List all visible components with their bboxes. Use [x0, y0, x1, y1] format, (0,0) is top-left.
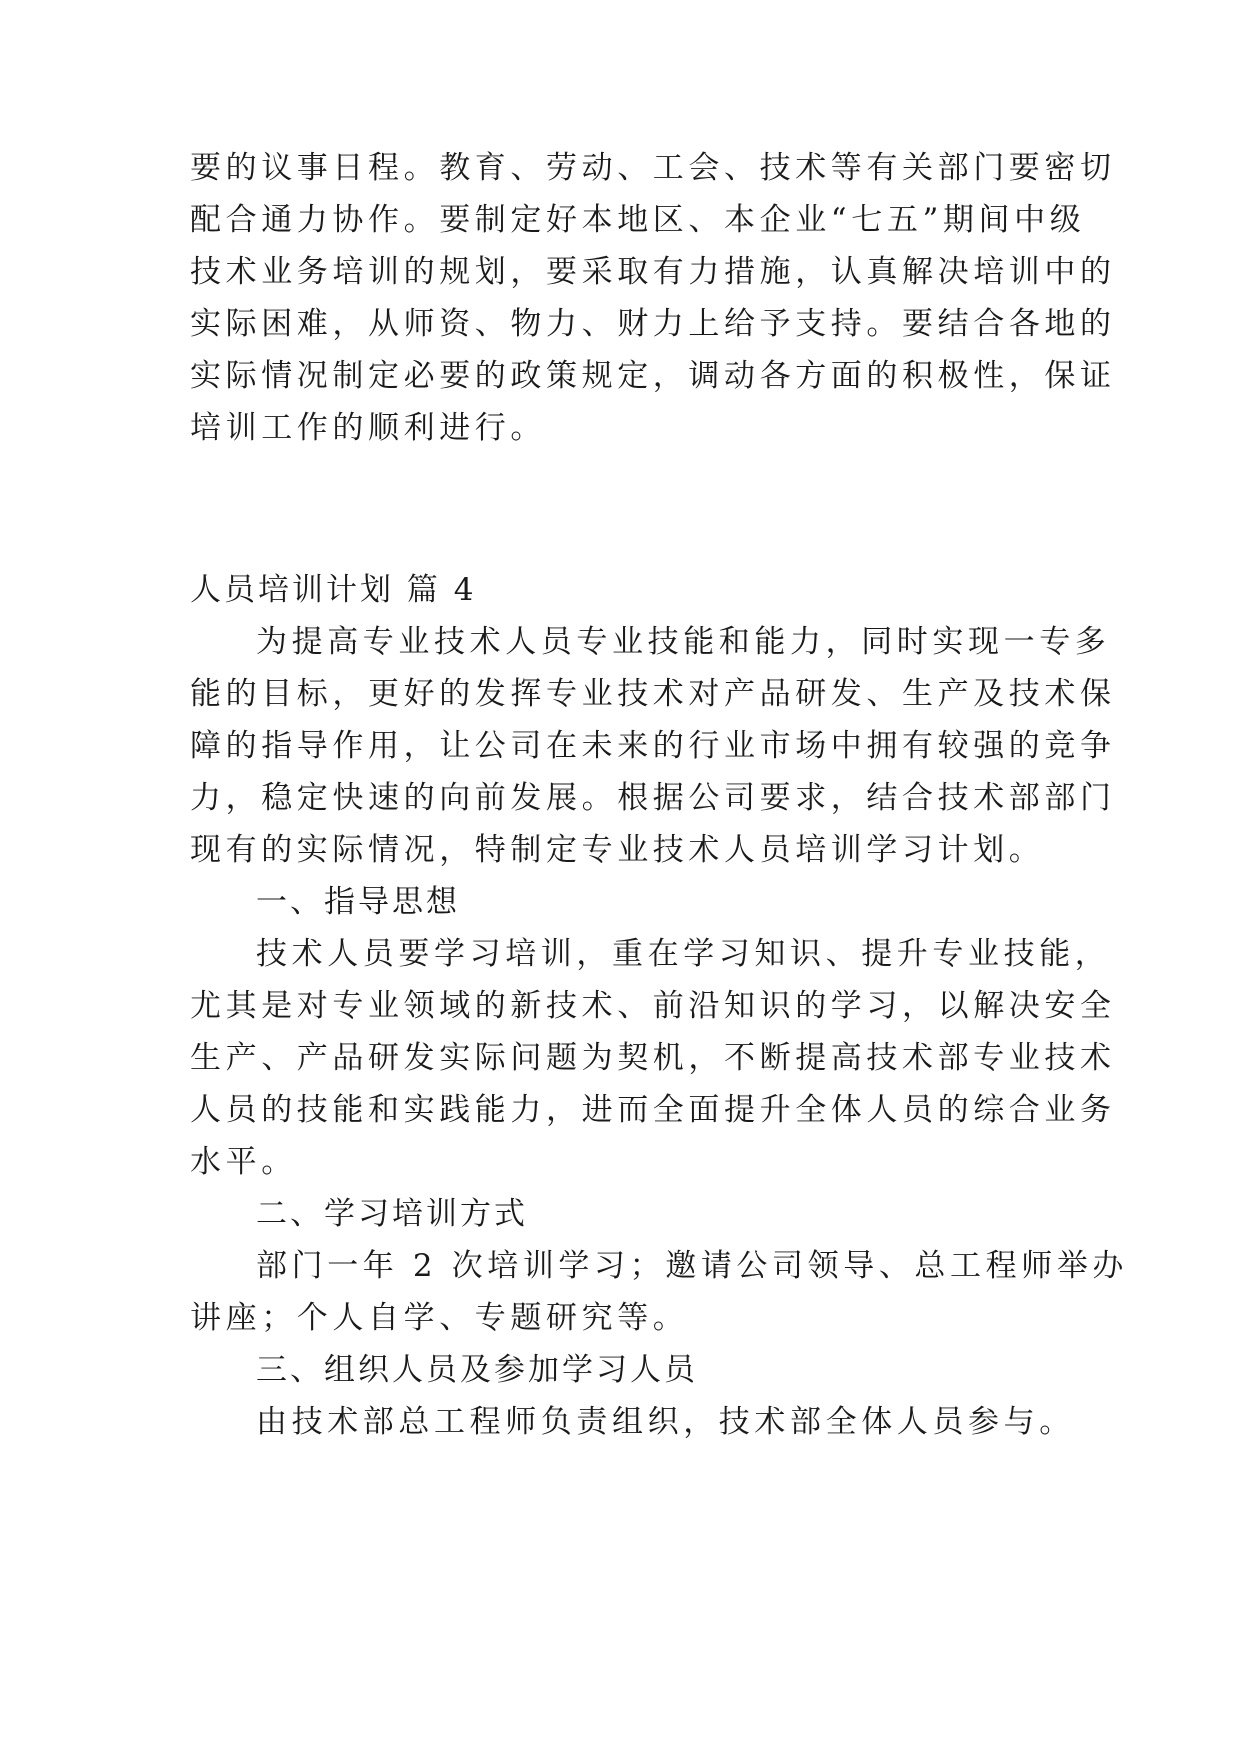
- section-heading-training-method: 二、学习培训方式: [256, 1196, 528, 1232]
- text-line: 尤其是对专业领域的新技术、前沿知识的学习，以解决安全: [190, 988, 1116, 1024]
- text-line: 讲座；个人自学、专题研究等。: [190, 1300, 689, 1336]
- text-line: 实际困难，从师资、物力、财力上给予支持。要结合各地的: [190, 306, 1116, 342]
- text-line: 要的议事日程。教育、劳动、工会、技术等有关部门要密切: [190, 150, 1116, 186]
- text-line: 配合通力协作。要制定好本地区、本企业“七五”期间中级: [190, 202, 1086, 238]
- section-heading-participants: 三、组织人员及参加学习人员: [256, 1352, 698, 1388]
- text-line: 水平。: [190, 1144, 297, 1180]
- section-heading-guiding-ideology: 一、指导思想: [256, 884, 460, 920]
- text-line: 障的指导作用，让公司在未来的行业市场中拥有较强的竞争: [190, 728, 1116, 764]
- text-line: 生产、产品研发实际问题为契机，不断提高技术部专业技术: [190, 1040, 1116, 1076]
- text-line: 能的目标，更好的发挥专业技术对产品研发、生产及技术保: [190, 676, 1116, 712]
- text-line: 现有的实际情况，特制定专业技术人员培训学习计划。: [190, 832, 1045, 868]
- text-line: 技术业务培训的规划，要采取有力措施，认真解决培训中的: [190, 254, 1116, 290]
- text-line: 人员的技能和实践能力，进而全面提升全体人员的综合业务: [190, 1092, 1116, 1128]
- text-line: 为提高专业技术人员专业技能和能力，同时实现一专多: [256, 624, 1111, 660]
- text-line: 实际情况制定必要的政策规定，调动各方面的积极性，保证: [190, 358, 1116, 394]
- section-title: 人员培训计划 篇 4: [190, 572, 477, 608]
- text-line: 部门一年 2 次培训学习；邀请公司领导、总工程师举办: [256, 1248, 1129, 1284]
- text-line: 力，稳定快速的向前发展。根据公司要求，结合技术部部门: [190, 780, 1116, 816]
- text-line: 由技术部总工程师负责组织，技术部全体人员参与。: [256, 1404, 1075, 1440]
- text-line: 培训工作的顺利进行。: [190, 410, 546, 446]
- text-line: 技术人员要学习培训，重在学习知识、提升专业技能，: [256, 936, 1111, 972]
